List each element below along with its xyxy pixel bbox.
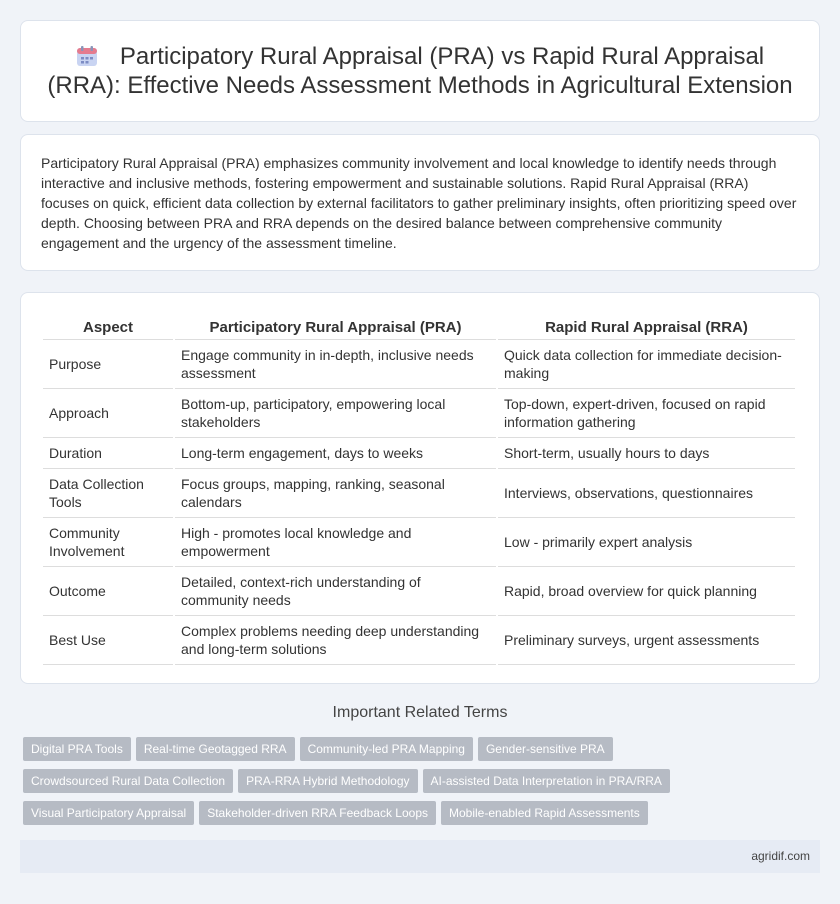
row-pra: Detailed, context-rich understanding of community needs xyxy=(175,567,496,616)
related-term-tag[interactable]: Gender-sensitive PRA xyxy=(478,737,613,761)
row-aspect: Outcome xyxy=(43,567,173,616)
row-aspect: Community Involvement xyxy=(43,518,173,567)
row-pra: Long-term engagement, days to weeks xyxy=(175,438,496,469)
row-rra: Short-term, usually hours to days xyxy=(498,438,795,469)
intro-paragraph: Participatory Rural Appraisal (PRA) emphasizes community involvement and local knowledge to identify needs through interactive and inclusive methods, fostering empowerment and sustainable solutions. Rapid Rural Appraisal (RRA) focuses on quick, efficient data collection by external facilitators to gather preliminary insights, often prioritizing speed over depth. Choosing between PRA and RRA depends on the desired balance between comprehensive community engagement and the urgency of the assessment timeline. xyxy=(41,155,797,251)
calendar-icon xyxy=(76,45,98,67)
related-term-tag[interactable]: Community-led PRA Mapping xyxy=(300,737,473,761)
related-term-tag[interactable]: Real-time Geotagged RRA xyxy=(136,737,295,761)
row-pra: Bottom-up, participatory, empowering local stakeholders xyxy=(175,389,496,438)
related-term-tag[interactable]: Crowdsourced Rural Data Collection xyxy=(23,769,233,793)
row-rra: Interviews, observations, questionnaires xyxy=(498,469,795,518)
page-title-text: Participatory Rural Appraisal (PRA) vs Rapid Rural Appraisal (RRA): Effective Needs Assessment Methods in Agricultural Extension xyxy=(47,43,793,99)
related-term-tag[interactable]: AI-assisted Data Interpretation in PRA/RRA xyxy=(423,769,670,793)
intro-card xyxy=(20,134,820,271)
related-term-tag[interactable]: Mobile-enabled Rapid Assessments xyxy=(441,801,648,825)
related-term-tag[interactable]: Stakeholder-driven RRA Feedback Loops xyxy=(199,801,436,825)
related-term-tag[interactable]: PRA-RRA Hybrid Methodology xyxy=(238,769,417,793)
row-pra: Engage community in in-depth, inclusive needs assessment xyxy=(175,340,496,389)
row-rra: Preliminary surveys, urgent assessments xyxy=(498,616,795,665)
table-row xyxy=(43,389,795,438)
page-title xyxy=(40,42,800,100)
footer xyxy=(20,840,820,873)
row-aspect: Purpose xyxy=(43,340,173,389)
table-row xyxy=(43,438,795,469)
table-row xyxy=(43,469,795,518)
row-rra: Top-down, expert-driven, focused on rapid information gathering xyxy=(498,389,795,438)
row-pra: Focus groups, mapping, ranking, seasonal calendars xyxy=(175,469,496,518)
row-rra: Rapid, broad overview for quick planning xyxy=(498,567,795,616)
header-rra: Rapid Rural Appraisal (RRA) xyxy=(498,315,795,340)
related-terms-tags xyxy=(23,737,813,833)
table-row xyxy=(43,340,795,389)
comparison-table-card xyxy=(20,292,820,684)
row-rra: Quick data collection for immediate decision-making xyxy=(498,340,795,389)
related-term-tag[interactable]: Digital PRA Tools xyxy=(23,737,131,761)
footer-site-link[interactable]: agridif.com xyxy=(751,849,810,863)
table-header-row xyxy=(43,315,795,340)
row-aspect: Best Use xyxy=(43,616,173,665)
header-pra: Participatory Rural Appraisal (PRA) xyxy=(175,315,496,340)
header-aspect: Aspect xyxy=(43,315,173,340)
related-terms-title: Important Related Terms xyxy=(332,704,508,721)
comparison-table xyxy=(41,315,797,665)
title-card xyxy=(20,20,820,122)
row-pra: Complex problems needing deep understanding and long-term solutions xyxy=(175,616,496,665)
table-row xyxy=(43,518,795,567)
related-term-tag[interactable]: Visual Participatory Appraisal xyxy=(23,801,194,825)
row-rra: Low - primarily expert analysis xyxy=(498,518,795,567)
row-pra: High - promotes local knowledge and empowerment xyxy=(175,518,496,567)
row-aspect: Duration xyxy=(43,438,173,469)
row-aspect: Data Collection Tools xyxy=(43,469,173,518)
table-row xyxy=(43,567,795,616)
table-row xyxy=(43,616,795,665)
row-aspect: Approach xyxy=(43,389,173,438)
